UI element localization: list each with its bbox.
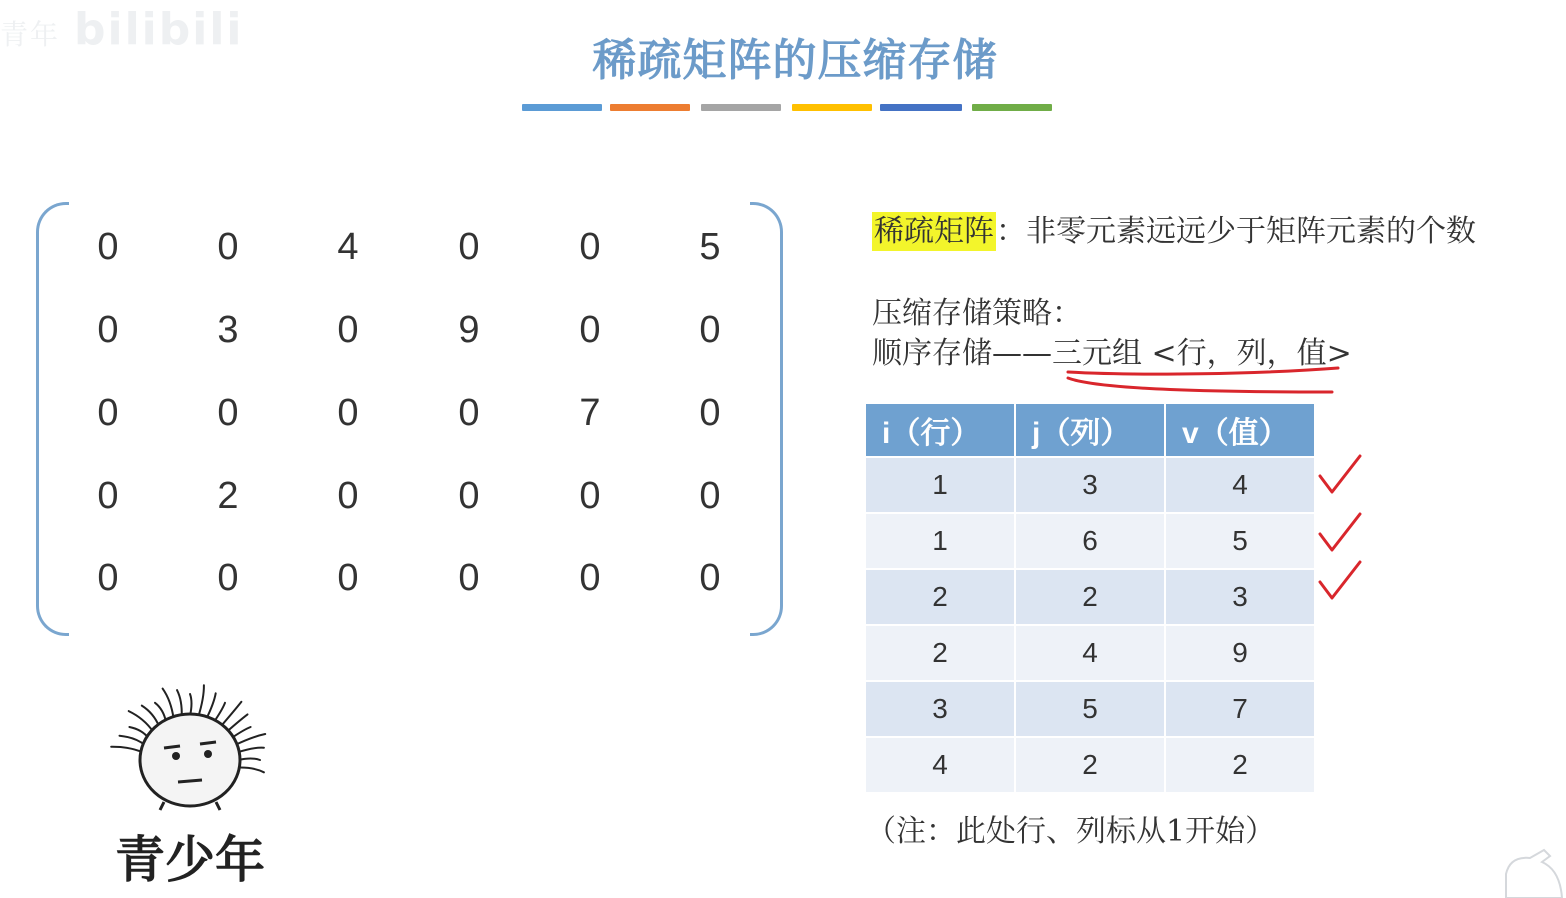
strategy-heading: 压缩存储策略： xyxy=(872,296,1082,331)
table-cell: 5 xyxy=(1165,513,1315,569)
color-bar-1 xyxy=(522,104,602,111)
matrix-cell: 0 xyxy=(217,226,239,268)
matrix-right-bracket xyxy=(750,202,783,636)
matrix-cell: 2 xyxy=(217,475,239,517)
table-cell: 2 xyxy=(866,625,1015,681)
matrix-cell: 0 xyxy=(97,226,119,268)
matrix-cell: 0 xyxy=(337,309,359,351)
color-bar-6 xyxy=(972,104,1052,111)
triple-table xyxy=(866,404,1316,792)
matrix-cell: 0 xyxy=(217,557,239,599)
matrix-cell: 0 xyxy=(699,557,721,599)
table-cell: 3 xyxy=(1165,569,1315,625)
matrix-cell: 0 xyxy=(337,392,359,434)
table-cell: 3 xyxy=(866,681,1015,737)
matrix-cell: 0 xyxy=(579,226,601,268)
table-cell: 2 xyxy=(1015,569,1165,625)
red-underline-annotation xyxy=(1060,360,1350,400)
matrix-cell: 0 xyxy=(699,392,721,434)
table-cell: 3 xyxy=(1015,457,1165,513)
definition-text: ：非零元素远远少于矩阵元素的个数 xyxy=(996,214,1476,249)
matrix-cell: 0 xyxy=(458,475,480,517)
matrix-cell: 5 xyxy=(699,226,721,268)
bilibili-watermark: 青年 bilibili xyxy=(0,4,244,55)
check-mark-icon xyxy=(1316,558,1366,604)
table-row xyxy=(866,737,1315,792)
definition-term: 稀疏矩阵 xyxy=(874,214,994,249)
matrix-cell: 0 xyxy=(579,475,601,517)
matrix-cell: 0 xyxy=(458,557,480,599)
matrix-cell: 0 xyxy=(217,392,239,434)
corner-logo-icon xyxy=(1500,840,1566,898)
table-row xyxy=(866,569,1315,625)
triple-table-header xyxy=(866,404,1315,457)
matrix-cell: 0 xyxy=(97,392,119,434)
matrix-cell: 0 xyxy=(699,309,721,351)
slide-title: 稀疏矩阵的压缩存储 xyxy=(592,35,998,86)
matrix-cell: 0 xyxy=(97,557,119,599)
header-i: i（行） xyxy=(866,404,1015,457)
matrix-cell: 7 xyxy=(579,392,601,434)
table-row xyxy=(866,513,1315,569)
check-mark-icon xyxy=(1316,452,1366,498)
table-cell: 1 xyxy=(866,513,1015,569)
color-bar-4 xyxy=(792,104,872,111)
header-v: v（值） xyxy=(1165,404,1315,457)
table-cell: 7 xyxy=(1165,681,1315,737)
table-cell: 5 xyxy=(1015,681,1165,737)
table-cell: 2 xyxy=(1015,737,1165,792)
strategy-prefix: 顺序存储—— xyxy=(872,336,1052,371)
table-cell: 2 xyxy=(1165,737,1315,792)
color-bar-2 xyxy=(610,104,690,111)
color-bar-3 xyxy=(701,104,781,111)
matrix-cell: 0 xyxy=(337,475,359,517)
header-j: j（列） xyxy=(1015,404,1165,457)
matrix-cell: 0 xyxy=(458,392,480,434)
table-cell: 9 xyxy=(1165,625,1315,681)
matrix-cell: 0 xyxy=(458,226,480,268)
matrix-cell: 0 xyxy=(699,475,721,517)
table-cell: 1 xyxy=(866,457,1015,513)
matrix-cell: 0 xyxy=(337,557,359,599)
table-row xyxy=(866,457,1315,513)
table-cell: 6 xyxy=(1015,513,1165,569)
table-row xyxy=(866,681,1315,737)
table-row xyxy=(866,625,1315,681)
definition xyxy=(872,206,1476,250)
matrix-cell: 0 xyxy=(579,557,601,599)
table-cell: 4 xyxy=(1015,625,1165,681)
matrix-cell: 0 xyxy=(97,309,119,351)
matrix-cell: 0 xyxy=(97,475,119,517)
table-cell: 2 xyxy=(866,569,1015,625)
matrix-cell: 3 xyxy=(217,309,239,351)
table-cell: 4 xyxy=(866,737,1015,792)
matrix-left-bracket xyxy=(36,202,69,636)
index-note: （注：此处行、列标从1开始） xyxy=(866,814,1276,849)
matrix-cell: 4 xyxy=(337,226,359,268)
color-bar-5 xyxy=(880,104,962,111)
strategy-emphasis: 三元组 <行，列，值> xyxy=(1052,336,1352,371)
matrix-cell: 9 xyxy=(458,309,480,351)
check-mark-icon xyxy=(1316,510,1366,556)
matrix-cell: 0 xyxy=(579,309,601,351)
avatar-label: 青少年 xyxy=(115,831,265,889)
table-cell: 4 xyxy=(1165,457,1315,513)
